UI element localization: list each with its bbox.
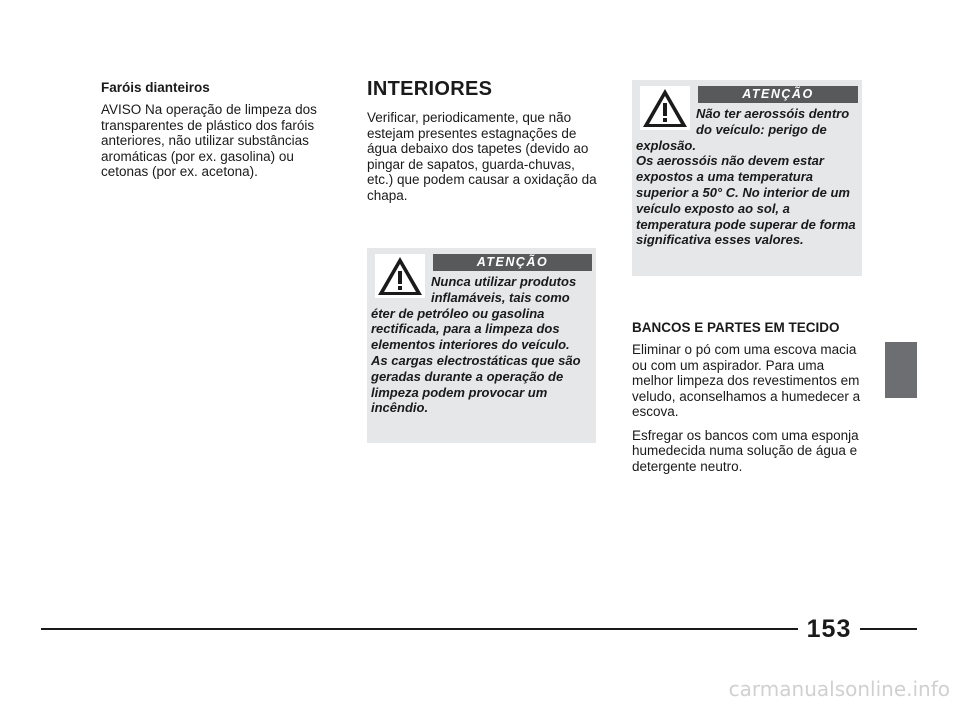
warning-banner: ATENÇÃO — [698, 86, 858, 103]
watermark: carmanualsonline.info — [728, 677, 950, 701]
paragraph-bancos-2: Esfregar os bancos com uma esponja humedecida numa solução de água e detergente neutro. — [632, 427, 859, 474]
warning-box-flammable — [367, 248, 596, 443]
column-left — [101, 80, 331, 188]
footer-rule-right — [860, 628, 917, 630]
section-heading-bancos: BANCOS E PARTES EM TECIDO — [632, 320, 840, 335]
paragraph-bancos-1: Eliminar o pó com uma escova macia ou com um aspirador. Para uma melhor limpeza dos revestimentos em veludo, aconselhamos a humedecer a escova. — [632, 342, 861, 419]
column-middle — [367, 78, 599, 211]
section-heading-farois: Faróis dianteiros — [101, 80, 210, 95]
section-side-tab — [885, 342, 917, 398]
section-title-interiores: INTERIORES — [367, 78, 493, 100]
column-right — [632, 320, 864, 482]
warning-triangle-icon — [375, 254, 425, 298]
warning-triangle-icon — [640, 86, 690, 130]
warning-text-2: Os aerossóis não devem estar expostos a uma temperatura superior a 50° C. No interior de um veículo exposto ao sol, a temperatura pode superar de forma significativa esses valores. — [636, 153, 856, 248]
warning-box-aerosols — [632, 80, 862, 276]
paragraph-interiores: Verificar, periodicamente, que não estejam presentes estagnações de água debaixo dos tapetes (devido ao pingar de sapatos, guarda-chuvas, etc.) que podem causar a oxidação da chapa. — [367, 110, 597, 203]
warning-text-2: As cargas electrostáticas que são geradas durante a operação de limpeza podem provocar um incêndio. — [371, 352, 581, 416]
warning-banner: ATENÇÃO — [433, 254, 592, 271]
warning-text-1: Nunca utilizar produtos inflamáveis, tais como éter de petróleo ou gasolina rectificada, para a limpeza dos elementos interiores do veículo. — [371, 274, 577, 353]
footer-rule-left — [41, 628, 798, 630]
page-number: 153 — [806, 615, 852, 643]
paragraph-farois: AVISO Na operação de limpeza dos transparentes de plástico dos faróis anteriores, não utilizar substâncias aromáticas (por ex. gasolina) ou cetonas (por ex. acetona). — [101, 102, 317, 179]
warning-text-1: Não ter aerossóis dentro do veículo: perigo de explosão. — [636, 106, 850, 153]
